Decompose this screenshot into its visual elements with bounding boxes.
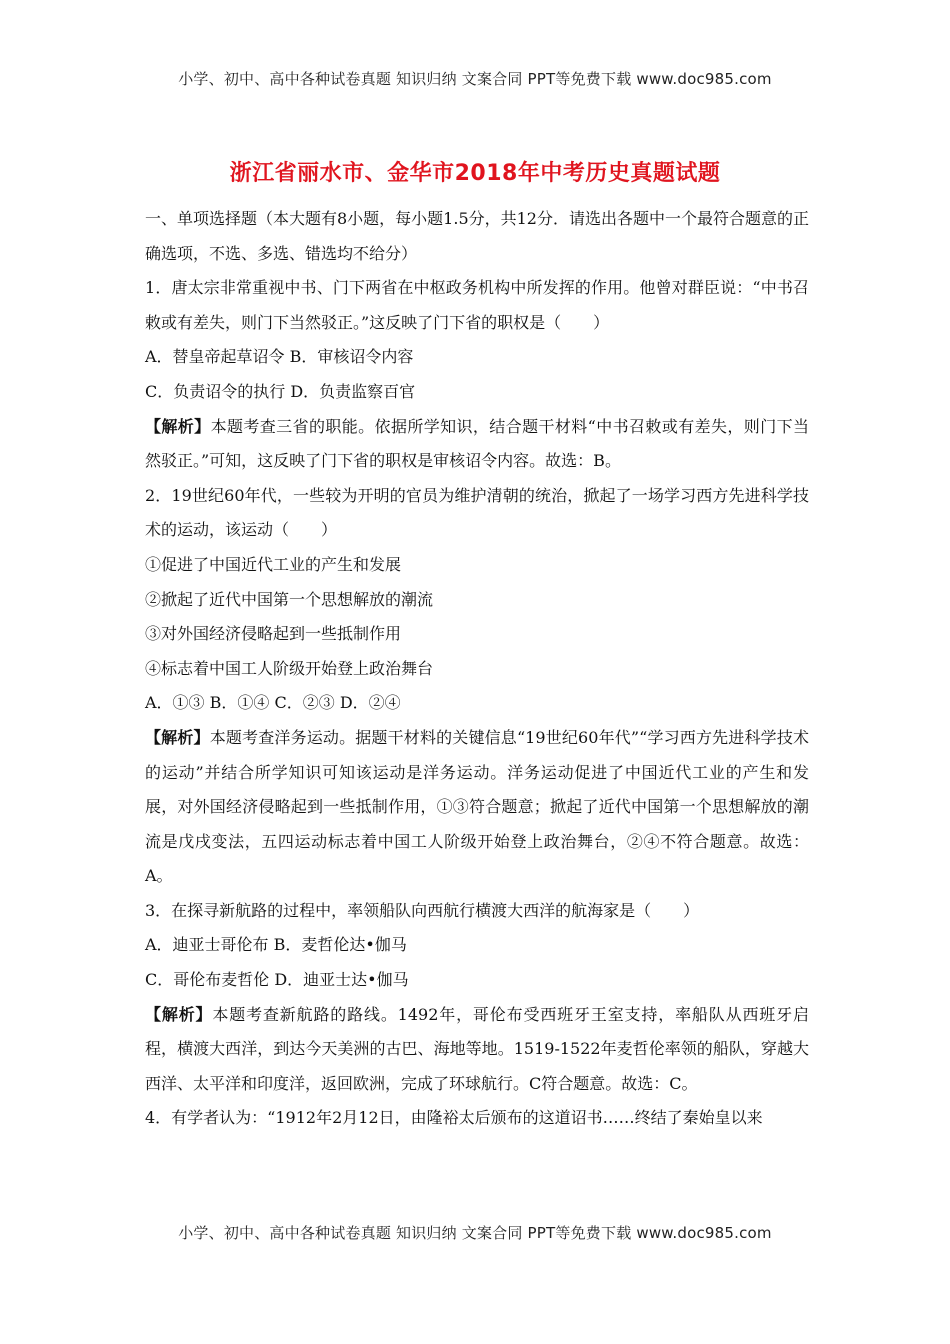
analysis-text: 本题考查新航路的路线。1492年，哥伦布受西班牙王室支持，率船队从西班牙启程，横渡大西洋，到达今天美洲的古巴、海地等地。1519-1522年麦哲伦率领的船队，穿越大西洋、太平洋和印度洋，返回欧洲，完成了环球航行。C符合题意。故选：C。 bbox=[145, 1004, 809, 1093]
analysis-tag: 【解析】 bbox=[145, 416, 211, 436]
question-2-item-1: ①促进了中国近代工业的产生和发展 bbox=[145, 554, 402, 574]
page-header: 小学、初中、高中各种试卷真题 知识归纳 文案合同 PPT等免费下载 www.doc985.com bbox=[178, 70, 772, 88]
question-1-analysis bbox=[145, 410, 809, 479]
question-2-item-4: ④标志着中国工人阶级开始登上政治舞台 bbox=[145, 658, 434, 678]
question-2-analysis bbox=[145, 721, 809, 894]
analysis-tag: 【解析】 bbox=[145, 727, 210, 747]
question-2-stem: 2．19世纪60年代，一些较为开明的官员为维护清朝的统治，掀起了一场学习西方先进科学技术的运动，该运动（ ） bbox=[145, 485, 809, 540]
question-1-options-cd: C．负责诏令的执行 D．负责监察百官 bbox=[145, 381, 416, 401]
analysis-text: 本题考查洋务运动。据题干材料的关键信息“19世纪60年代”“学习西方先进科学技术的运动”并结合所学知识可知该运动是洋务运动。洋务运动促进了中国近代工业的产生和发展，对外国经济侵略起到一些抵制作用，①③符合题意；掀起了近代中国第一个思想解放的潮流是戊戌变法，五四运动标志着中国工人阶级开始登上政治舞台，②④不符合题意。故选：A。 bbox=[145, 727, 809, 886]
page-title: 浙江省丽水市、金华市2018年中考历史真题试题 bbox=[229, 161, 721, 186]
analysis-text: 本题考查三省的职能。依据所学知识，结合题干材料“中书召敕或有差失，则门下当然驳正。”可知，这反映了门下省的职权是审核诏令内容。故选：B。 bbox=[145, 416, 809, 471]
question-4-stem: 4．有学者认为：“1912年2月12日，由隆裕太后颁布的这道诏书……终结了秦始皇以来 bbox=[145, 1108, 763, 1128]
analysis-tag: 【解析】 bbox=[145, 1004, 213, 1024]
question-3-analysis bbox=[145, 998, 809, 1102]
section-heading: 一、单项选择题（本大题有8小题，每小题1.5分，共12分．请选出各题中一个最符合题意的正确选项，不选、多选、错选均不给分） bbox=[145, 209, 809, 263]
question-2-item-2: ②掀起了近代中国第一个思想解放的潮流 bbox=[145, 589, 434, 609]
document-body bbox=[145, 202, 809, 1136]
question-3-options-cd: C．哥伦布麦哲伦 D．迪亚士达•伽马 bbox=[145, 970, 409, 990]
question-1-options-ab: A．替皇帝起草诏令 B．审核诏令内容 bbox=[145, 347, 414, 367]
page-footer: 小学、初中、高中各种试卷真题 知识归纳 文案合同 PPT等免费下载 www.doc985.com bbox=[178, 1224, 772, 1242]
question-2-options: A．①③ B．①④ C．②③ D．②④ bbox=[145, 693, 401, 713]
question-3-stem: 3．在探寻新航路的过程中，率领船队向西航行横渡大西洋的航海家是（ ） bbox=[145, 900, 700, 920]
question-3-options-ab: A．迪亚士哥伦布 B．麦哲伦达•伽马 bbox=[145, 935, 407, 955]
question-1-stem: 1．唐太宗非常重视中书、门下两省在中枢政务机构中所发挥的作用。他曾对群臣说：“中书召敕或有差失，则门下当然驳正。”这反映了门下省的职权是（ ） bbox=[145, 278, 809, 332]
question-2-item-3: ③对外国经济侵略起到一些抵制作用 bbox=[145, 624, 402, 644]
